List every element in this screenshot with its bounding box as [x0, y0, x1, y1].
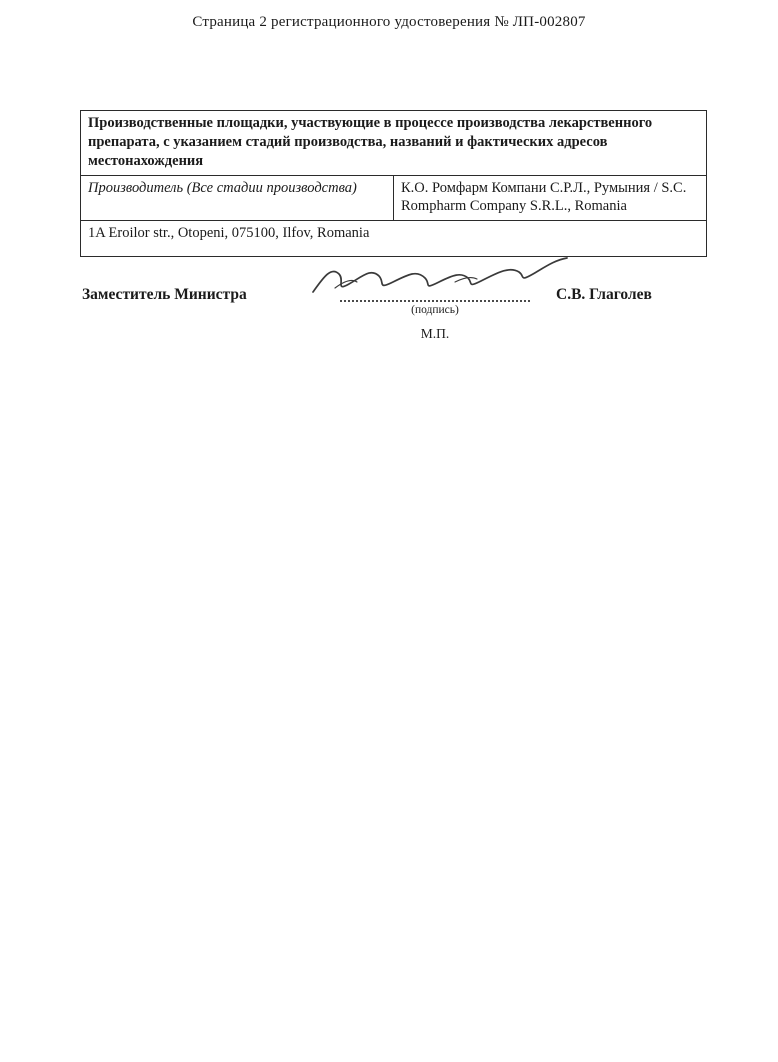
signatory-position: Заместитель Министра	[82, 286, 247, 303]
production-sites-table	[80, 110, 707, 257]
table-row	[81, 175, 707, 221]
table-title: Производственные площадки, участвующие в процессе производства лекарственного препарата, с указанием стадий производства, названий и фактических адресов местонахождения	[81, 111, 707, 176]
producer-value: К.О. Ромфарм Компани С.Р.Л., Румыния / S.C. Rompharm Company S.R.L., Romania	[394, 175, 707, 221]
producer-label: Производитель (Все стадии производства)	[81, 175, 394, 221]
table-row	[81, 111, 707, 176]
signature-caption: (подпись)	[411, 304, 459, 316]
page-header: Страница 2 регистрационного удостоверения № ЛП-002807	[192, 14, 586, 30]
producer-address: 1A Eroilor str., Otopeni, 075100, Ilfov, Romania	[81, 221, 707, 257]
signatory-name: С.В. Глаголев	[556, 286, 652, 303]
signature-line	[340, 282, 530, 302]
stamp-placeholder: М.П.	[420, 326, 450, 341]
